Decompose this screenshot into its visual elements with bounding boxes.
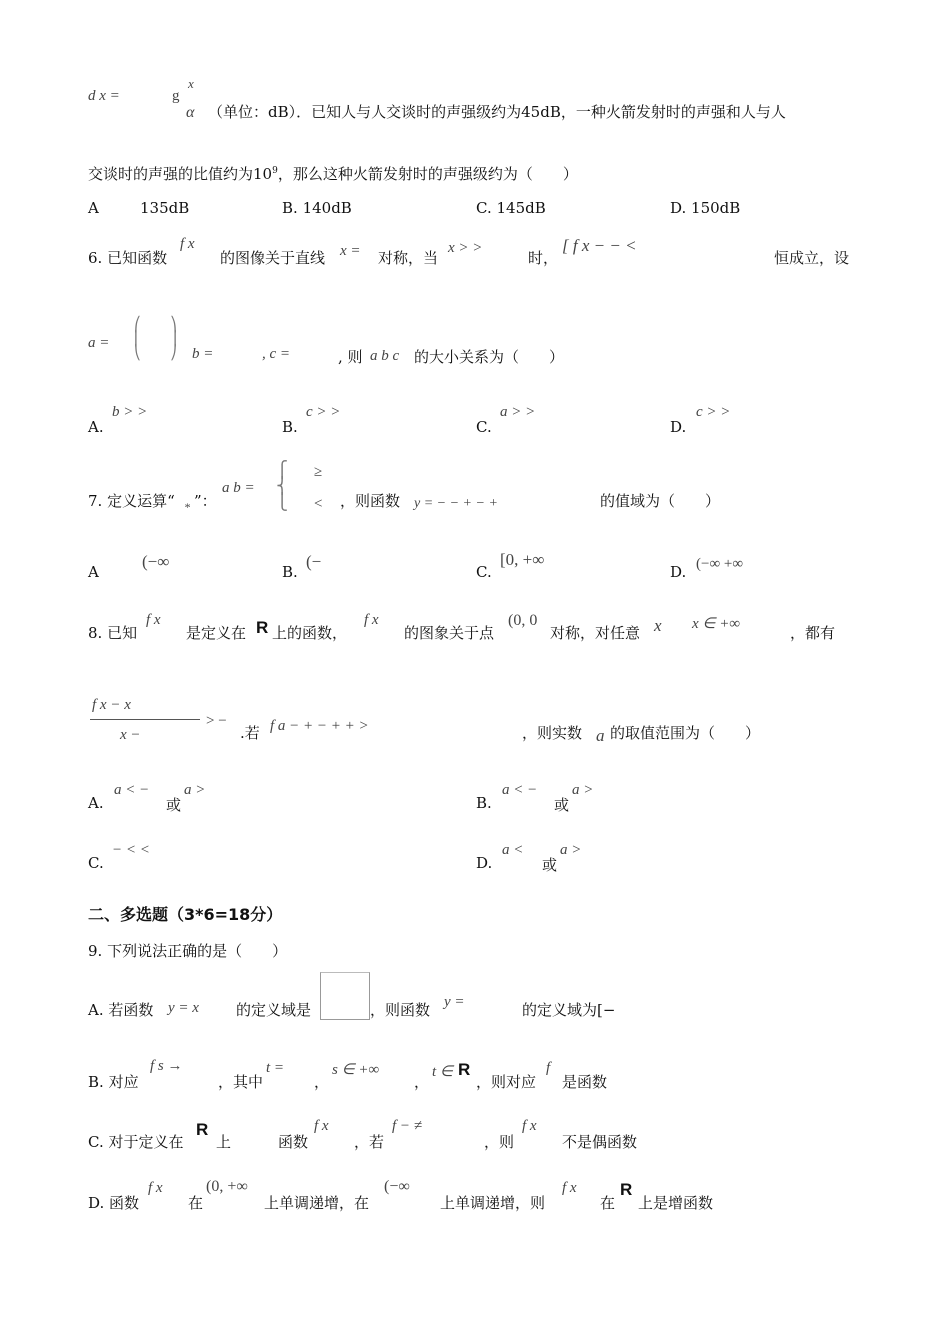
q8-option-b-expr-1: a < − bbox=[502, 782, 538, 798]
q8-option-b: B. bbox=[476, 794, 492, 812]
q7-option-d: D. bbox=[670, 563, 687, 581]
q9-c-R: R bbox=[196, 1120, 209, 1139]
q8-number: 8. 已知 bbox=[88, 624, 138, 642]
q9-b-math-1: f s → bbox=[150, 1058, 183, 1074]
q9-option-b: B. 对应 bbox=[88, 1073, 139, 1091]
q7-number: 7. 定义运算“ bbox=[88, 492, 175, 510]
q9-a-math-1: y = x bbox=[168, 1000, 199, 1016]
q5-option-c: C. 145dB bbox=[476, 199, 546, 217]
q7-option-b-expr: (− bbox=[306, 552, 322, 571]
q5-formula-x: x bbox=[188, 76, 194, 91]
q7-option-b: B. bbox=[282, 563, 298, 581]
q6-text-4: 恒成立，设 bbox=[774, 249, 850, 267]
q8-option-a-or: 或 bbox=[166, 796, 182, 814]
q7-number-end: ”： bbox=[194, 492, 217, 510]
q6-text-1: 的图像关于直线 bbox=[220, 249, 326, 267]
q9-d-text-6: 上是增函数 bbox=[638, 1194, 714, 1212]
section-heading-multi-choice: 二、多选题（3*6=18分） bbox=[88, 905, 283, 924]
q8-option-a-expr-1: a < − bbox=[114, 782, 150, 798]
q5-line-2: 交谈时的声强的比值约为$10^9$，那么这种火箭发射时的声强级约为（ ） bbox=[88, 165, 578, 183]
q7-lt: < bbox=[314, 496, 323, 512]
q9-d-math-1: f x bbox=[148, 1180, 163, 1196]
q9-stem: 9. 下列说法正确的是（ ） bbox=[88, 942, 288, 960]
q6-option-b: B. bbox=[282, 418, 298, 436]
q8-text-6: .若 bbox=[240, 724, 260, 742]
q7-option-d-expr: (−∞ +∞ bbox=[696, 556, 744, 572]
q8-option-c: C. bbox=[88, 854, 104, 872]
q5-line-1: （单位：dB）．已知人与人交谈时的声强级约为45dB，一种火箭发射时的声强和人与人 bbox=[208, 103, 786, 121]
q8-text-7: ，则实数 bbox=[522, 724, 583, 742]
q9-d-math-3: (−∞ bbox=[384, 1178, 410, 1195]
q6-abc: a b c bbox=[370, 348, 400, 364]
q8-point: (0, 0 bbox=[508, 612, 538, 629]
q9-c-text-2: 上 bbox=[216, 1133, 232, 1151]
q8-option-c-expr-1: − < < bbox=[112, 842, 150, 858]
q8-fx-2: f x bbox=[364, 612, 379, 628]
q8-x1: x bbox=[654, 616, 662, 635]
q6-text-6: 的大小关系为（ ） bbox=[414, 348, 565, 366]
q6-option-a: A. bbox=[88, 418, 104, 436]
q6-math-1: x = bbox=[340, 243, 361, 259]
q6-b-eq: b = bbox=[192, 346, 214, 362]
q9-option-d: D. 函数 bbox=[88, 1194, 140, 1212]
q9-c-math-1: f x bbox=[314, 1118, 329, 1134]
q9-d-math-4: f x bbox=[562, 1180, 577, 1196]
q7-star: * bbox=[184, 500, 190, 514]
q6-math-3: [ f x − − < bbox=[562, 236, 637, 255]
q9-option-a: A. 若函数 bbox=[88, 1001, 154, 1019]
q9-c-math-2: f − ≠ bbox=[392, 1118, 423, 1134]
q8-option-b-or: 或 bbox=[554, 796, 570, 814]
q5-formula-g: g bbox=[172, 88, 180, 104]
q6-option-c-expr: a > > bbox=[500, 404, 536, 420]
q8-condition: f a − + − + + > bbox=[270, 718, 369, 734]
q9-d-text-2: 在 bbox=[188, 1194, 204, 1212]
q7-option-c-expr: [0, +∞ bbox=[500, 550, 545, 569]
q9-a-math-2: y = bbox=[444, 994, 465, 1010]
q9-a-text-2: 的定义域是 bbox=[236, 1001, 312, 1019]
q6-a-left-paren: ⎛ ⎜ ⎝ bbox=[134, 317, 141, 361]
q9-c-text-6: 不是偶函数 bbox=[562, 1133, 638, 1151]
q9-d-R: R bbox=[620, 1180, 633, 1199]
q8-text-8: 的取值范围为（ ） bbox=[610, 724, 761, 742]
q8-fraction-numerator: f x − x bbox=[92, 697, 131, 713]
q9-b-text-6: 是函数 bbox=[562, 1073, 608, 1091]
q8-option-d-expr-1: a < bbox=[502, 842, 524, 858]
q9-b-math-5: f bbox=[546, 1060, 551, 1076]
q8-fraction-denominator: x − bbox=[120, 727, 141, 743]
q9-d-text-3: 上单调递增，在 bbox=[264, 1194, 370, 1212]
q7-option-a-expr: (−∞ bbox=[142, 552, 170, 571]
q9-a-bracket bbox=[320, 972, 370, 1020]
q7-option-c: C. bbox=[476, 563, 492, 581]
q9-option-c: C. 对于定义在 bbox=[88, 1133, 184, 1151]
q7-text-1: ，则函数 bbox=[340, 492, 401, 510]
q6-option-d-expr: c > > bbox=[696, 404, 731, 420]
q8-option-d-expr-2: a > bbox=[560, 842, 582, 858]
q7-y: y = − − + − + bbox=[414, 496, 498, 511]
q7-def: a b = bbox=[222, 480, 255, 496]
q7-text-2: 的值域为（ ） bbox=[600, 492, 721, 510]
q8-text-4: 对称，对任意 bbox=[550, 624, 641, 642]
q8-gt: > − bbox=[206, 713, 227, 729]
q9-b-math-4: t ∈ bbox=[432, 1064, 453, 1080]
q9-b-text-3: ， bbox=[314, 1073, 330, 1091]
q7-option-a: A bbox=[88, 563, 99, 581]
q8-text-1: 是定义在 bbox=[186, 624, 247, 642]
q5-option-d: D. 150dB bbox=[670, 199, 741, 217]
q8-option-d: D. bbox=[476, 854, 493, 872]
q9-b-text-2: ，其中 bbox=[218, 1073, 264, 1091]
q8-fraction-bar bbox=[90, 719, 200, 720]
q7-ge: ≥ bbox=[314, 464, 323, 480]
q8-text-2: 上的函数， bbox=[272, 624, 348, 642]
q5-exponent: 9 bbox=[272, 166, 278, 176]
q9-b-math-2: t = bbox=[266, 1060, 285, 1076]
q9-d-text-5: 在 bbox=[600, 1194, 616, 1212]
q5-option-b: B. 140dB bbox=[282, 199, 352, 217]
q6-option-a-expr: b > > bbox=[112, 404, 148, 420]
q6-option-d: D. bbox=[670, 418, 687, 436]
q6-option-b-expr: c > > bbox=[306, 404, 341, 420]
q9-a-text-4: 的定义域为[− bbox=[522, 1001, 616, 1019]
q9-c-math-3: f x bbox=[522, 1118, 537, 1134]
q9-d-text-4: 上单调递增，则 bbox=[440, 1194, 546, 1212]
q6-option-c: C. bbox=[476, 418, 492, 436]
q6-text-2: 对称，当 bbox=[378, 249, 439, 267]
q8-option-d-or: 或 bbox=[542, 856, 558, 874]
q8-x2: x ∈ +∞ bbox=[692, 616, 741, 632]
q6-a-right-paren: ⎞ ⎟ ⎠ bbox=[170, 317, 177, 361]
q8-text-5: ，都有 bbox=[790, 624, 836, 642]
q9-d-math-2: (0, +∞ bbox=[206, 1178, 248, 1195]
q9-a-text-3: ，则函数 bbox=[370, 1001, 431, 1019]
q6-fx: f x bbox=[180, 236, 195, 252]
q9-c-text-5: ，则 bbox=[484, 1133, 515, 1151]
q9-c-text-4: ，若 bbox=[354, 1133, 385, 1151]
q6-text-5: , 则 bbox=[338, 348, 363, 366]
q8-text-3: 的图象关于点 bbox=[404, 624, 495, 642]
q7-brace: ⎧ ⎨ ⎩ bbox=[276, 460, 288, 511]
q9-b-text-5: ，则对应 bbox=[476, 1073, 537, 1091]
q9-b-R: R bbox=[458, 1060, 471, 1079]
q6-c-eq: , c = bbox=[262, 346, 291, 362]
q8-fx-1: f x bbox=[146, 612, 161, 628]
q6-math-2: x > > bbox=[448, 240, 483, 256]
q8-option-b-expr-2: a > bbox=[572, 782, 594, 798]
q8-option-a: A. bbox=[88, 794, 104, 812]
q5-option-a: A 135dB bbox=[88, 199, 190, 217]
q6-number: 6. 已知函数 bbox=[88, 249, 168, 267]
q9-c-text-3: 函数 bbox=[278, 1133, 309, 1151]
q6-text-3: 时， bbox=[528, 249, 559, 267]
q5-formula-prefix: d x = bbox=[88, 88, 120, 104]
q9-b-text-4: ， bbox=[414, 1073, 430, 1091]
q6-a-eq: a = bbox=[88, 335, 110, 351]
q8-R: R bbox=[256, 618, 269, 637]
q9-b-math-3: s ∈ +∞ bbox=[332, 1062, 380, 1078]
q8-option-a-expr-2: a > bbox=[184, 782, 206, 798]
q5-formula-alpha: α bbox=[186, 104, 195, 121]
q8-a: a bbox=[596, 726, 605, 745]
